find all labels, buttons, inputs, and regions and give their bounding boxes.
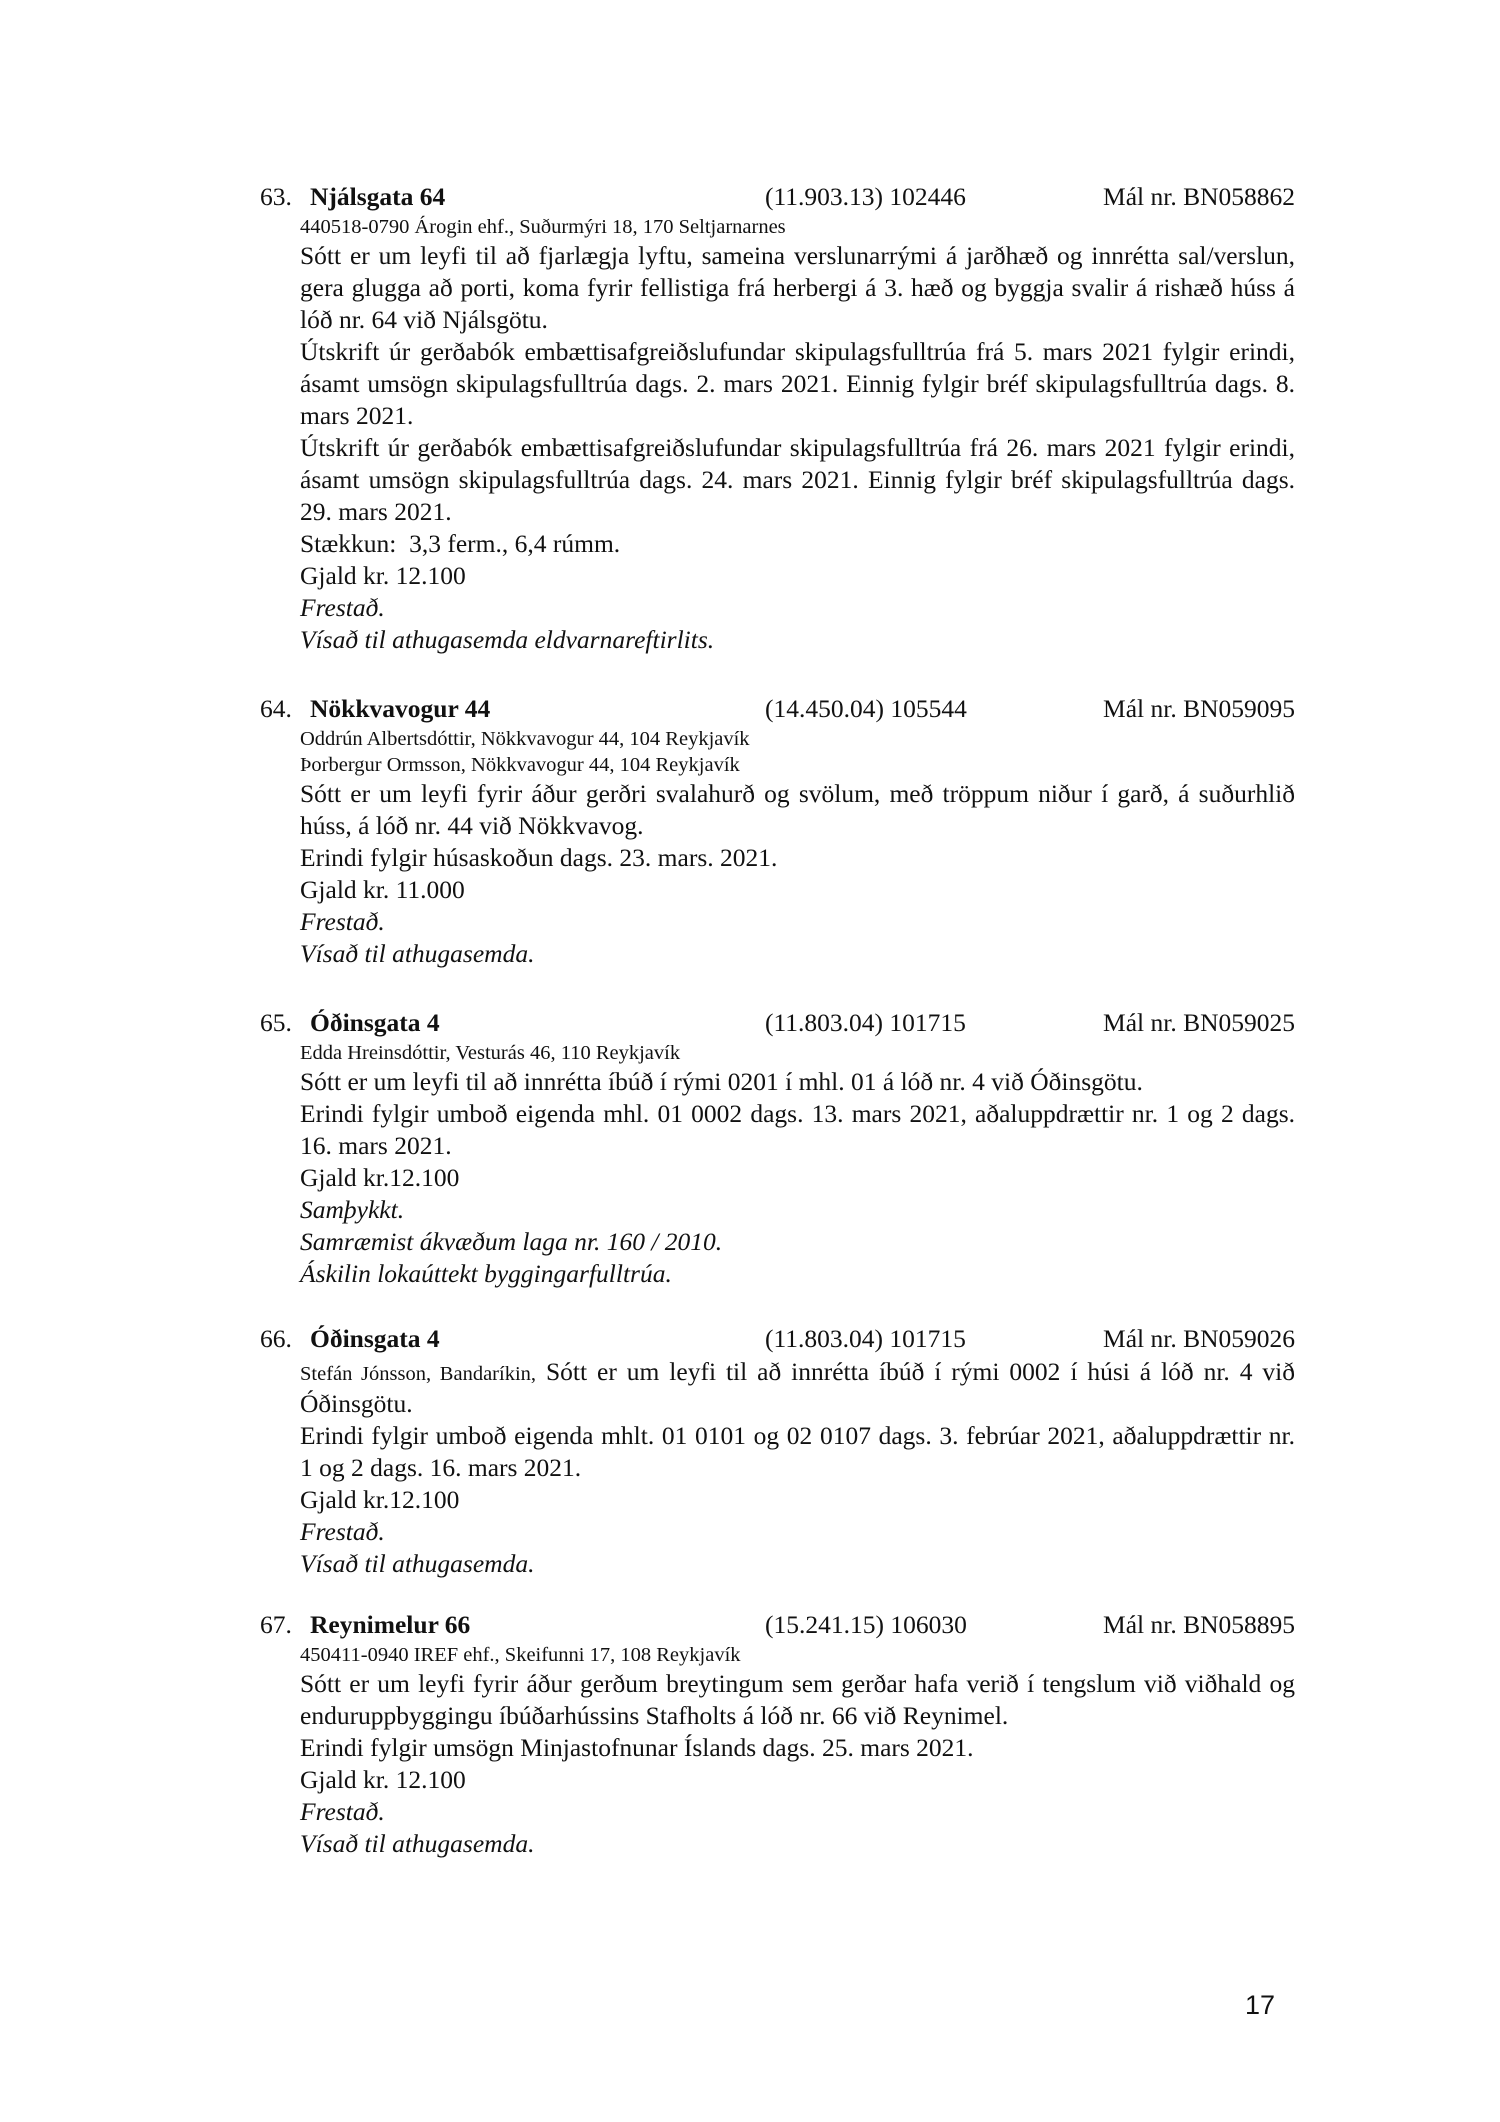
case-reference: (11.803.04) 101715 — [765, 1008, 966, 1037]
case-decision: Frestað. — [300, 1797, 385, 1826]
case-note: Útskrift úr gerðabók embættisafgreiðslufundar skipulagsfulltrúa frá 5. mars 2021 fylgir erindi, ásamt umsögn skipulagsfulltrúa dags. 2. mars 2021. Einnig fylgir bréf skipulagsfulltrúa dags. 8. mars 2021. — [300, 337, 1295, 430]
case-condition: Áskilin lokaúttekt byggingarfulltrúa. — [300, 1259, 672, 1288]
case-header — [260, 1608, 1295, 1642]
case-entry — [260, 180, 1295, 656]
case-number: 63. — [260, 182, 292, 211]
case-entry — [260, 1608, 1295, 1860]
case-description: Sótt er um leyfi til að innrétta íbúð í rými 0201 í mhl. 01 á lóð nr. 4 við Óðinsgötu. — [300, 1067, 1143, 1096]
case-decision: Frestað. — [300, 593, 385, 622]
page-number: 17 — [1245, 1990, 1276, 2020]
case-number: 65. — [260, 1008, 292, 1037]
case-condition: Samræmist ákvæðum laga nr. 160 / 2010. — [300, 1227, 723, 1256]
case-description: Sótt er um leyfi til að fjarlægja lyftu, sameina verslunarrými á jarðhæð og innrétta sal/verslun, gera glugga að porti, koma fyrir fellistiga frá herbergi á 3. hæð og byggja svalir á rishæð húss á lóð nr. 64 við Njálsgötu. — [300, 241, 1295, 334]
case-address: Óðinsgata 4 — [310, 1324, 440, 1353]
case-number: 66. — [260, 1324, 292, 1353]
case-fee: Gjald kr. 12.100 — [300, 1765, 466, 1794]
case-number-id: Mál nr. BN058862 — [1103, 182, 1295, 211]
case-entry — [260, 1006, 1295, 1290]
case-entry — [260, 1322, 1295, 1580]
case-number-id: Mál nr. BN059026 — [1103, 1324, 1295, 1353]
case-fee: Gjald kr.12.100 — [300, 1163, 460, 1192]
case-reference: (15.241.15) 106030 — [765, 1610, 967, 1639]
case-body — [300, 1040, 1295, 1290]
case-body — [300, 1356, 1295, 1580]
case-description: Sótt er um leyfi til að innrétta íbúð í rými 0002 í húsi á lóð nr. 4 við Óðinsgötu. — [300, 1357, 1295, 1418]
case-header — [260, 180, 1295, 214]
case-body — [300, 726, 1295, 970]
case-reference: (11.803.04) 101715 — [765, 1324, 966, 1353]
applicant: Oddrún Albertsdóttir, Nökkvavogur 44, 104 Reykjavík — [300, 728, 750, 750]
case-decision: Frestað. — [300, 1517, 385, 1546]
case-number-id: Mál nr. BN058895 — [1103, 1610, 1295, 1639]
case-address: Reynimelur 66 — [310, 1610, 471, 1639]
applicant: Edda Hreinsdóttir, Vesturás 46, 110 Reykjavík — [300, 1042, 681, 1064]
case-enlargement: Stækkun: 3,3 ferm., 6,4 rúmm. — [300, 529, 621, 558]
case-referral: Vísað til athugasemda. — [300, 939, 535, 968]
case-description: Sótt er um leyfi fyrir áður gerðri svalahurð og svölum, með tröppum niður í garð, á suðurhlið húss, á lóð nr. 44 við Nökkvavog. — [300, 779, 1295, 840]
applicant: 450411-0940 IREF ehf., Skeifunni 17, 108 Reykjavík — [300, 1644, 741, 1666]
case-note: Erindi fylgir umboð eigenda mhl. 01 0002 dags. 13. mars 2021, aðaluppdrættir nr. 1 og 2 dags. 16. mars 2021. — [300, 1099, 1295, 1160]
case-number: 64. — [260, 694, 292, 723]
case-entry — [260, 692, 1295, 970]
applicant: 440518-0790 Árogin ehf., Suðurmýri 18, 170 Seltjarnarnes — [300, 216, 786, 238]
case-reference: (11.903.13) 102446 — [765, 182, 966, 211]
case-address: Njálsgata 64 — [310, 182, 446, 211]
case-fee: Gjald kr. 12.100 — [300, 561, 466, 590]
case-decision: Samþykkt. — [300, 1195, 405, 1224]
case-number-id: Mál nr. BN059025 — [1103, 1008, 1295, 1037]
case-number-id: Mál nr. BN059095 — [1103, 694, 1295, 723]
case-fee: Gjald kr. 11.000 — [300, 875, 465, 904]
applicant: Þorbergur Ormsson, Nökkvavogur 44, 104 Reykjavík — [300, 754, 740, 776]
applicant: Stefán Jónsson, Bandaríkin, — [300, 1363, 537, 1385]
case-header — [260, 692, 1295, 726]
case-fee: Gjald kr.12.100 — [300, 1485, 460, 1514]
case-number: 67. — [260, 1610, 292, 1639]
case-decision: Frestað. — [300, 907, 385, 936]
case-note: Erindi fylgir umsögn Minjastofnunar Íslands dags. 25. mars 2021. — [300, 1733, 974, 1762]
case-description-block — [300, 1356, 1295, 1420]
case-header — [260, 1322, 1295, 1356]
case-reference: (14.450.04) 105544 — [765, 694, 967, 723]
case-body — [300, 214, 1295, 656]
case-note: Útskrift úr gerðabók embættisafgreiðslufundar skipulagsfulltrúa frá 26. mars 2021 fylgir erindi, ásamt umsögn skipulagsfulltrúa dags. 24. mars 2021. Einnig fylgir bréf skipulagsfulltrúa dags. 29. mars 2021. — [300, 433, 1295, 526]
case-address: Óðinsgata 4 — [310, 1008, 440, 1037]
case-description: Sótt er um leyfi fyrir áður gerðum breytingum sem gerðar hafa verið í tengslum við viðhald og enduruppbyggingu íbúðarhússins Stafholts á lóð nr. 66 við Reynimel. — [300, 1669, 1295, 1730]
case-referral: Vísað til athugasemda. — [300, 1549, 535, 1578]
case-note: Erindi fylgir húsaskoðun dags. 23. mars. 2021. — [300, 843, 778, 872]
case-referral: Vísað til athugasemda. — [300, 1829, 535, 1858]
case-body — [300, 1642, 1295, 1860]
case-address: Nökkvavogur 44 — [310, 694, 491, 723]
case-header — [260, 1006, 1295, 1040]
case-note: Erindi fylgir umboð eigenda mhlt. 01 0101 og 02 0107 dags. 3. febrúar 2021, aðaluppdrættir nr. 1 og 2 dags. 16. mars 2021. — [300, 1421, 1295, 1482]
case-referral: Vísað til athugasemda eldvarnareftirlits. — [300, 625, 715, 654]
